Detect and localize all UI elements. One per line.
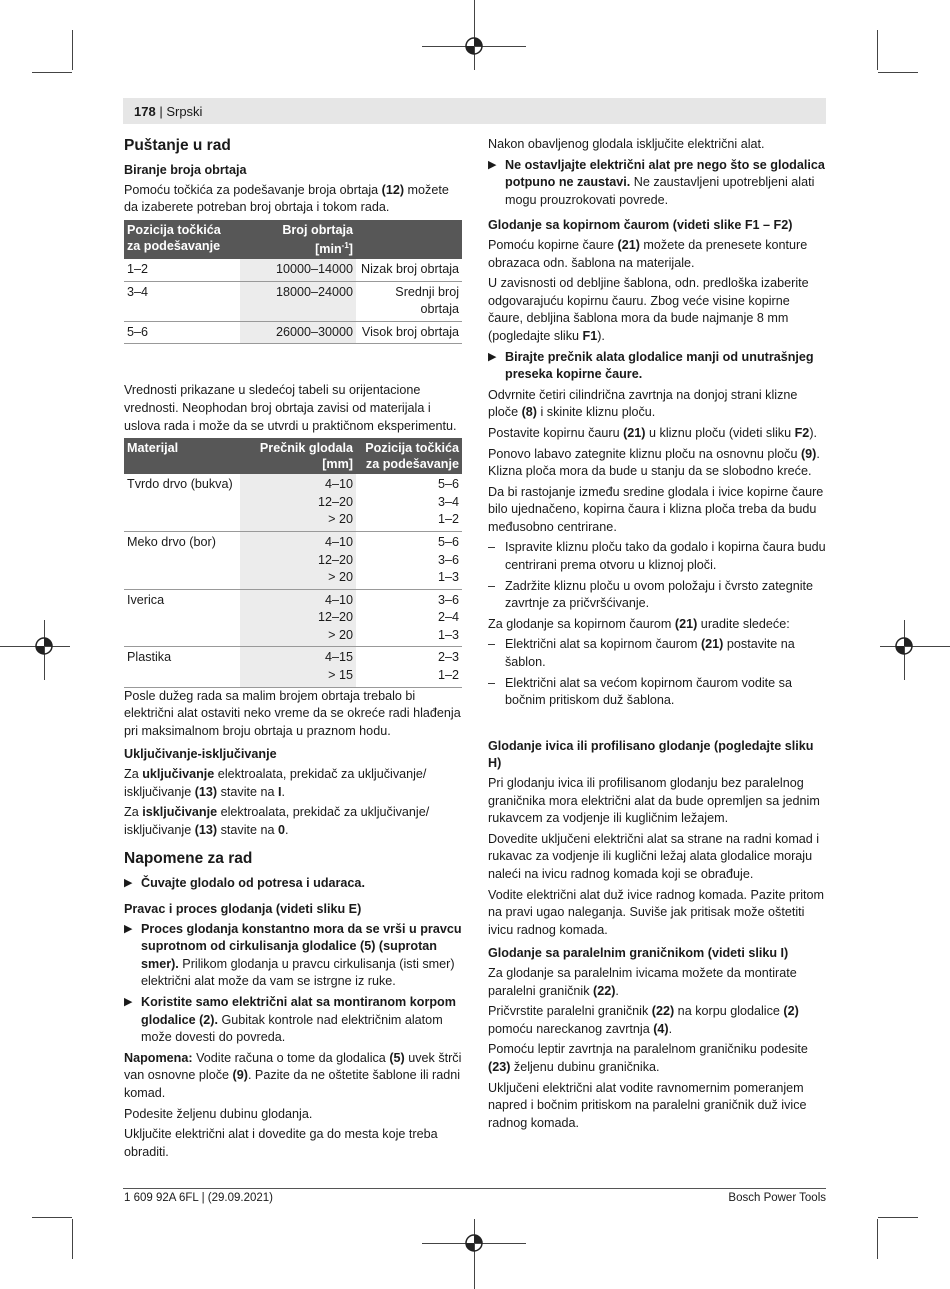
warning-koristite: ▶ Koristite samo električni alat sa montiranom korpom glodalice (2). Gubitak kontrole nad električnim alatom može dovesti do povreda. xyxy=(124,994,456,1045)
warning-arrow-icon: ▶ xyxy=(488,350,497,363)
crop-mark xyxy=(877,1219,878,1259)
paragraph-paralel-2: Pričvrstite paralelni graničnik (22) na korpu glodalice (2) pomoću nareckanog zavrtnja (4). xyxy=(488,1004,799,1036)
crop-mark xyxy=(72,30,73,70)
footer-left: 1 609 92A 6FL | (29.09.2021) xyxy=(124,1192,273,1204)
paragraph-ukljucivanje: Za uključivanje elektroalata, prekidač za uključivanje/ isključivanje (13) stavite na I. xyxy=(124,767,427,799)
heading-paralel: Glodanje sa paralelnim graničnikom (videti sliku I) xyxy=(488,946,789,961)
speed-table-header: Pozicija točkića za podešavanje xyxy=(124,220,240,259)
table-row: Plastika 4–15 > 15 2–3 1–2 xyxy=(124,647,462,687)
page-header-bar xyxy=(123,98,826,124)
table-row: Tvrdo drvo (bukva) 4–10 12–20 > 20 5–6 3–4 1–2 xyxy=(124,474,462,531)
material-table-header: Prečnik glodala [mm] xyxy=(240,438,356,474)
table-row: 5–6 26000–30000 Visok broj obrtaja xyxy=(124,321,462,344)
paragraph-kopirna-1: Pomoću kopirne čaure (21) možete da prenesete konture obrazaca odn. šablona na materijale. xyxy=(488,237,808,270)
paragraph-iskljucivanje: Za isključivanje elektroalata, prekidač za uključivanje/ isključivanje (13) stavite na 0. xyxy=(124,805,430,837)
list-item: – Električni alat sa kopirnom čaurom (21) postavite na šablon. xyxy=(488,637,795,670)
registration-mark-icon xyxy=(463,1232,485,1254)
warning-cuvajte: ▶ Čuvajte glodalo od potresa i udaraca. xyxy=(124,875,462,893)
left-column xyxy=(124,136,462,1164)
paragraph-ivica-3: Vodite električni alat duž ivice radnog komada. Pazite pritom na pravi ugao naleganja. Suviše jak pritisak može oštetiti ivicu radnog komada. xyxy=(488,887,825,937)
crop-mark xyxy=(32,1217,72,1218)
paragraph-dabi: Da bi rastojanje između sredine glodala i ivice kopirne čaure bilo ujednačeno, kopirna čaura i klizna ploča treba da budu međusobno centrirane. xyxy=(488,484,824,534)
warning-arrow-icon: ▶ xyxy=(124,995,133,1008)
paragraph-vrednosti: Vrednosti prikazane u sledećoj tabeli su orijentacione vrednosti. Neophodan broj obrtaja zavisi od materijala i uslova rada i može da se utvrdi u praktičnom eksperimentu. xyxy=(124,383,457,433)
warning-arrow-icon: ▶ xyxy=(124,877,133,890)
heading-ukljucivanje: Uključivanje-isključivanje xyxy=(124,747,277,762)
paragraph-podesite: Podesite željenu dubinu glodanja. xyxy=(124,1106,313,1121)
heading-napomene: Napomene za rad xyxy=(124,850,253,868)
list-item: – Zadržite kliznu ploču u ovom položaju i čvrsto zategnite zavrtnje za pričvršćivanje. xyxy=(488,578,813,611)
crop-mark xyxy=(878,1217,918,1218)
registration-mark-icon xyxy=(33,635,55,657)
list-item: – Električni alat sa većom kopirnom čaurom vodite sa bočnim pritiskom duž šablona. xyxy=(488,675,792,708)
table-row: Meko drvo (bor) 4–10 12–20 > 20 5–6 3–6 1–3 xyxy=(124,531,462,589)
paragraph-odvrnite: Odvrnite četiri cilindrična zavrtnja na donjoj strani klizne ploče (8) i skinite kliznu ploču. xyxy=(488,387,798,420)
paragraph-ivica-2: Dovedite uključeni električni alat sa strane na radni komad i rukavac za vodjenje ili kuglični ležaj alata glodalice moraju naleći na ivicu radnog komada koji se obrađuje. xyxy=(488,831,820,881)
paragraph-paralel-1: Za glodanje sa paralelnim ivicama možete da montirate paralelni graničnik (22). xyxy=(488,965,797,998)
paragraph-kopirna-2: U zavisnosti od debljine šablona, odn. predloška izaberite odgovarajuću kopirnu čauru. Zbog veće visine kopirne čaure, debljina šablona mora da bude najmanje 8 mm (pogledajte sliku F1). xyxy=(488,276,809,343)
material-table-header: Pozicija točkića za podešavanje xyxy=(356,438,462,474)
speed-table-header xyxy=(356,220,462,259)
paragraph-postavite: Postavite kopirnu čauru (21) u kliznu ploču (videti sliku F2). xyxy=(488,425,818,440)
section-name: Srpski xyxy=(166,104,203,119)
paragraph-paralel-3: Pomoću leptir zavrtnja na paralelnom graničniku podesite (23) željenu dubinu graničnika. xyxy=(488,1042,808,1074)
heading-pravac: Pravac i proces glodanja (videti sliku E) xyxy=(124,902,362,916)
crop-mark xyxy=(878,72,918,73)
crop-mark xyxy=(72,1219,73,1259)
heading-ivica: Glodanje ivica ili profilisano glodanje (pogledajte sliku H) xyxy=(488,738,814,771)
right-column xyxy=(488,136,826,1135)
table-row: Iverica 4–10 12–20 > 20 3–6 2–4 1–3 xyxy=(124,589,462,647)
crop-mark xyxy=(880,646,950,647)
heading-kopirnom: Glodanje sa kopirnom čaurom (videti slike F1 – F2) xyxy=(488,218,793,233)
warning-proces: ▶ Proces glodanja konstantno mora da se vrši u pravcu suprotnom od cirkulisanja glodalice (5) (suprotan smer). Prilikom glodanja u pravcu cirkulisanja (isti smer) električni alat može da vam se istrgne iz ruke. xyxy=(124,921,462,989)
heading-pustanje: Puštanje u rad xyxy=(124,137,231,154)
page-header: 178 | Srpski xyxy=(134,104,203,119)
paragraph-posle: Posle dužeg rada sa malim brojem obrtaja trebalo bi električni alat ostaviti neko vreme da se okreće radi hlađenja pri maksimalnom broju obrtaja u praznom hodu. xyxy=(124,688,461,738)
material-table xyxy=(124,438,462,688)
paragraph-nakon: Nakon obavljenog glodala isključite električni alat. xyxy=(488,137,765,151)
footer-rule xyxy=(123,1188,826,1189)
paragraph-ivica-1: Pri glodanju ivica ili profilisanom glodanju bez paralelnog graničnika mora električni alat da bude opremljen sa jednim rukavcem za vodjenje ili kugličnim ležajem. xyxy=(488,776,820,826)
crop-mark xyxy=(877,30,878,70)
table-row: 3–4 18000–24000 Srednji broj obrtaja xyxy=(124,281,462,321)
speed-table-header: Broj obrtaja $[\min^{-1}]$ xyxy=(240,220,356,259)
list-item: – Ispravite kliznu ploču tako da godalo i kopirna čaura budu centrirani prema otvoru u kliznoj ploči. xyxy=(488,540,826,573)
registration-mark-icon xyxy=(893,635,915,657)
paragraph-ukljucite: Uključite električni alat i dovedite ga do mesta koje treba obraditi. xyxy=(124,1127,438,1159)
material-table-header: Materijal xyxy=(124,438,240,474)
heading-biranje: Biranje broja obrtaja xyxy=(124,163,247,177)
warning-arrow-icon: ▶ xyxy=(124,922,133,935)
paragraph-paralel-4: Uključeni električni alat vodite ravnomernim pomeranjem napred i bočnim pritiskom na paralelni graničnik duž ivice radnog komada. xyxy=(488,1080,807,1130)
table-row: 1–2 10000–14000 Nizak broj obrtaja xyxy=(124,259,462,281)
speed-table xyxy=(124,220,462,345)
page-number: 178 xyxy=(134,104,156,119)
warning-ne-ostavljajte: ▶ Ne ostavljajte električni alat pre nego što se glodalica potpuno ne zaustavi. Ne zaustavljeni upotrebljeni alati mogu prouzrokovati povrede. xyxy=(488,157,825,207)
footer-right: Bosch Power Tools xyxy=(728,1192,826,1204)
paragraph-zaglodanje: Za glodanje sa kopirnom čaurom (21) uradite sledeće: xyxy=(488,616,790,631)
warning-birajte: ▶ Birajte prečnik alata glodalice manji od unutrašnjeg preseka kopirne čaure. xyxy=(488,349,814,382)
registration-mark-icon xyxy=(463,35,485,57)
paragraph-ponovo: Ponovo labavo zategnite kliznu ploču na osnovnu ploču (9). Klizna ploča mora da bude u stanju da se slobodno kreće. xyxy=(488,446,820,479)
crop-mark xyxy=(32,72,72,73)
paragraph-biranje: Pomoću točkića za podešavanje broja obrtaja (12) možete da izaberete potreban broj obrtaja i tokom rada. xyxy=(124,182,449,215)
crop-mark xyxy=(474,1219,475,1289)
paragraph-napomena: Napomena: Vodite računa o tome da glodalica (5) uvek štrči van osnovne ploče (9). Pazite da ne oštetite šablone ili radni komad. xyxy=(124,1050,462,1100)
warning-arrow-icon: ▶ xyxy=(488,158,497,171)
